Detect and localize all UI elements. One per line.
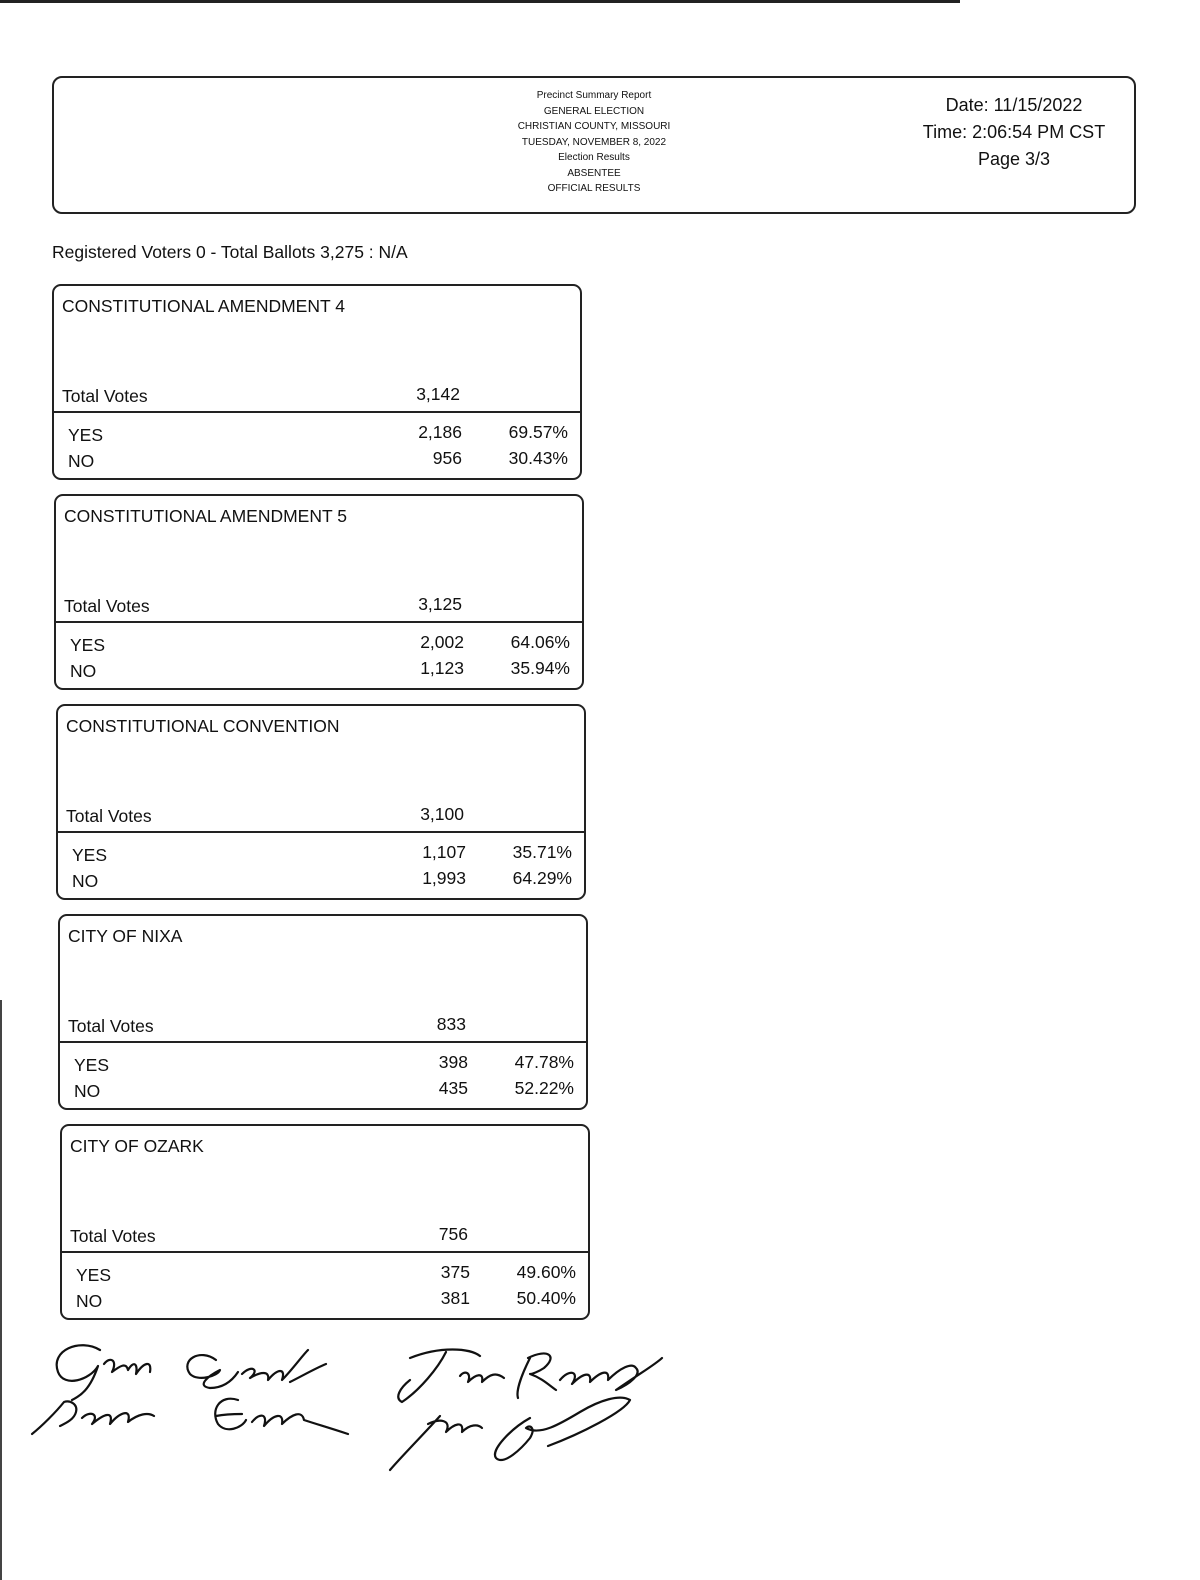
report-date: Date: 11/15/2022 bbox=[945, 95, 1083, 115]
choice-percent: 30.43% bbox=[508, 448, 568, 468]
divider bbox=[56, 621, 582, 623]
result-row-no bbox=[62, 1288, 588, 1314]
choice-label: NO bbox=[70, 661, 97, 681]
total-votes-value: 756 bbox=[438, 1224, 468, 1244]
report-header bbox=[52, 76, 1136, 214]
divider bbox=[62, 1251, 588, 1253]
choice-percent: 35.71% bbox=[512, 842, 572, 862]
total-votes-value: 833 bbox=[436, 1014, 466, 1034]
result-row-yes bbox=[62, 1262, 588, 1288]
choice-votes: 1,107 bbox=[422, 842, 466, 862]
signature-right bbox=[380, 1328, 680, 1478]
choice-percent: 64.06% bbox=[510, 632, 570, 652]
ballot-type: ABSENTEE bbox=[567, 167, 621, 179]
report-meta bbox=[904, 92, 1124, 173]
divider bbox=[58, 831, 584, 833]
choice-label: YES bbox=[68, 425, 104, 445]
report-title: Precinct Summary Report bbox=[536, 90, 652, 101]
total-votes-value: 3,142 bbox=[416, 384, 460, 404]
choice-label: YES bbox=[76, 1265, 112, 1285]
registration-summary: Registered Voters 0 - Total Ballots 3,275 : N/A bbox=[52, 242, 408, 262]
choice-votes: 375 bbox=[440, 1262, 470, 1282]
county-name: CHRISTIAN COUNTY, MISSOURI bbox=[517, 121, 671, 132]
election-name: GENERAL ELECTION bbox=[543, 105, 645, 117]
total-votes-label: Total Votes bbox=[62, 386, 148, 406]
choice-votes: 381 bbox=[440, 1288, 470, 1308]
scan-edge-left bbox=[0, 1000, 2, 1580]
contest-city-of-ozark bbox=[60, 1124, 590, 1320]
result-row-no bbox=[58, 868, 584, 894]
contest-constitutional-convention bbox=[56, 704, 586, 900]
contest-title: CONSTITUTIONAL AMENDMENT 5 bbox=[64, 506, 347, 526]
choice-label: NO bbox=[68, 451, 95, 471]
result-row-no bbox=[56, 658, 582, 684]
choice-label: NO bbox=[74, 1081, 101, 1101]
total-votes-label: Total Votes bbox=[64, 596, 150, 616]
choice-label: YES bbox=[70, 635, 106, 655]
result-row-yes bbox=[56, 632, 582, 658]
divider bbox=[54, 411, 580, 413]
result-row-no bbox=[54, 448, 580, 474]
contest-title: CONSTITUTIONAL CONVENTION bbox=[66, 716, 340, 736]
contest-amendment-5 bbox=[54, 494, 584, 690]
choice-percent: 35.94% bbox=[510, 658, 570, 678]
total-votes-label: Total Votes bbox=[68, 1016, 154, 1036]
choice-percent: 49.60% bbox=[516, 1262, 576, 1282]
choice-votes: 956 bbox=[432, 448, 462, 468]
contest-amendment-4 bbox=[52, 284, 582, 480]
result-row-yes bbox=[60, 1052, 586, 1078]
divider bbox=[60, 1041, 586, 1043]
result-row-no bbox=[60, 1078, 586, 1104]
total-votes-label: Total Votes bbox=[66, 806, 152, 826]
scan-edge-top bbox=[0, 0, 960, 3]
contest-title: CITY OF OZARK bbox=[70, 1136, 204, 1156]
choice-percent: 64.29% bbox=[512, 868, 572, 888]
contest-title: CONSTITUTIONAL AMENDMENT 4 bbox=[62, 296, 345, 316]
choice-percent: 52.22% bbox=[514, 1078, 574, 1098]
choice-label: YES bbox=[74, 1055, 110, 1075]
contest-city-of-nixa bbox=[58, 914, 588, 1110]
choice-votes: 2,002 bbox=[420, 632, 464, 652]
choice-percent: 69.57% bbox=[508, 422, 568, 442]
choice-votes: 2,186 bbox=[418, 422, 462, 442]
choice-percent: 50.40% bbox=[516, 1288, 576, 1308]
choice-votes: 398 bbox=[438, 1052, 468, 1072]
page-number: Page 3/3 bbox=[977, 149, 1051, 169]
official-label: OFFICIAL RESULTS bbox=[547, 183, 641, 194]
choice-votes: 1,993 bbox=[422, 868, 466, 888]
contest-title: CITY OF NIXA bbox=[68, 926, 183, 946]
total-votes-label: Total Votes bbox=[70, 1226, 156, 1246]
choice-votes: 435 bbox=[438, 1078, 468, 1098]
total-votes-value: 3,125 bbox=[418, 594, 462, 614]
total-votes-value: 3,100 bbox=[420, 804, 464, 824]
election-date: TUESDAY, NOVEMBER 8, 2022 bbox=[521, 136, 667, 148]
report-time: Time: 2:06:54 PM CST bbox=[922, 122, 1106, 142]
choice-percent: 47.78% bbox=[514, 1052, 574, 1072]
signature-left bbox=[20, 1330, 360, 1450]
choice-label: YES bbox=[72, 845, 108, 865]
result-row-yes bbox=[54, 422, 580, 448]
results-label: Election Results bbox=[558, 152, 630, 163]
choice-votes: 1,123 bbox=[420, 658, 464, 678]
choice-label: NO bbox=[76, 1291, 103, 1311]
result-row-yes bbox=[58, 842, 584, 868]
choice-label: NO bbox=[72, 871, 99, 891]
